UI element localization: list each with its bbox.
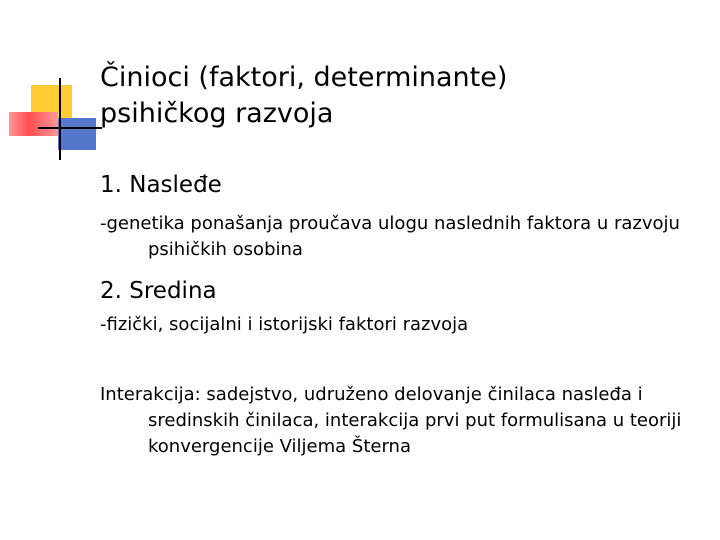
logo-vertical-line [59, 78, 61, 160]
slide-title [100, 60, 700, 132]
slide-title-line-2: psihičkog razvoja [100, 98, 334, 129]
blue-square [58, 118, 96, 150]
slide-title-line-1: Činioci (faktori, determinante) [100, 62, 508, 93]
section-text-heredity: -genetika ponašanja proučava ulogu naslednih faktora u razvoju psihičkih osobina [100, 213, 680, 260]
interaction-paragraph: Interakcija: sadejstvo, udruženo delovanje činilaca nasleđa i sredinskih činilaca, interakcija prvi put formulisana u teoriji konvergencije Viljema Šterna [100, 384, 682, 457]
section-heading-environment: 2. Sredina [100, 278, 217, 304]
section-heading-heredity: 1. Nasleđe [100, 172, 222, 198]
red-square [9, 112, 58, 136]
section-text-environment: -fizički, socijalni i istorijski faktori razvoja [100, 314, 469, 335]
decorative-squares-logo [0, 0, 110, 170]
logo-horizontal-line [38, 127, 102, 129]
